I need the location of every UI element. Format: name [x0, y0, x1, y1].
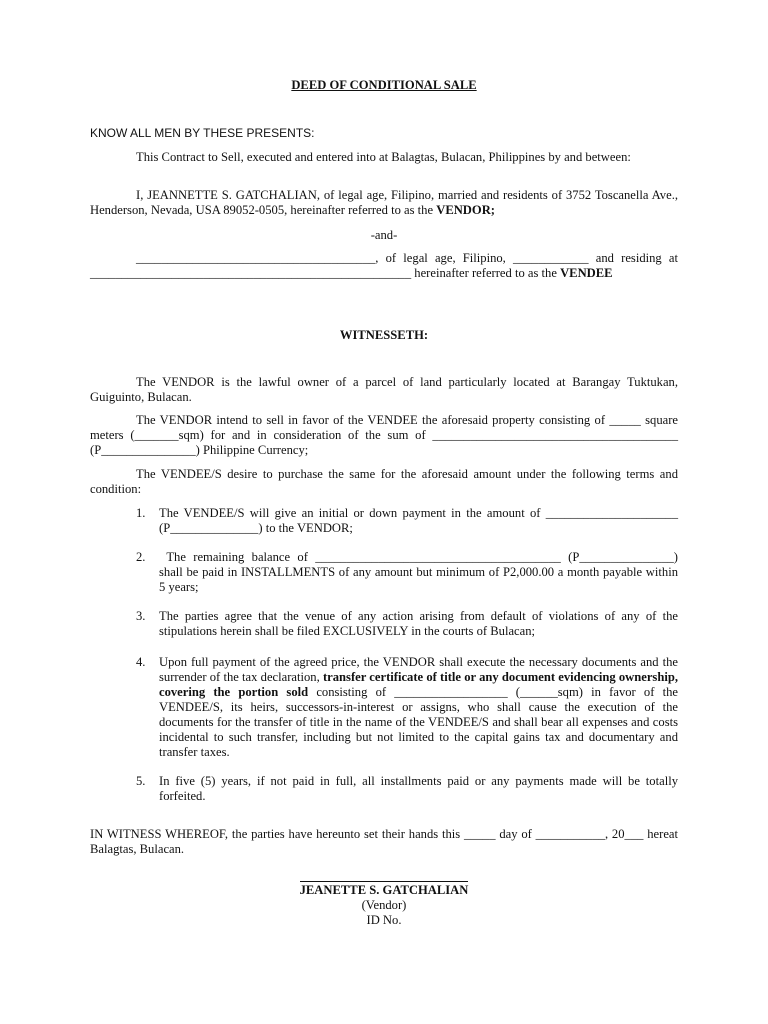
vendor-paragraph — [90, 188, 678, 218]
witnesseth-heading: WITNESSETH: — [339, 328, 429, 342]
vendee-paragraph — [90, 251, 678, 281]
intro-paragraph: This Contract to Sell, executed and entered into at Balagtas, Bulacan, Philippines by and between: — [136, 150, 631, 164]
document-title: DEED OF CONDITIONAL SALE — [291, 78, 477, 92]
signature-block — [90, 881, 678, 928]
document-page — [90, 0, 682, 1024]
list-item-text — [159, 655, 678, 760]
intend-paragraph: The VENDOR intend to sell in favor of the VENDEE the aforesaid property consisting of _____ square meters (_______sqm) for and in consideration of the sum of _______________________________________ (P_______________) Philippine Currency; — [90, 413, 678, 457]
in-witness-paragraph: IN WITNESS WHEREOF, the parties have hereunto set their hands this _____ day of ___________, 20___ hereat Balagtas, Bulacan. — [90, 827, 678, 856]
list-item-number: 1. — [136, 506, 146, 520]
signatory-id: ID No. — [366, 913, 402, 927]
owner-paragraph: The VENDOR is the lawful owner of a parcel of land particularly located at Barangay Tuktukan, Guiguinto, Bulacan. — [90, 375, 678, 404]
vendor-label: VENDOR; — [436, 203, 495, 217]
vendor-paragraph-text: I, JEANNETTE S. GATCHALIAN, of legal age, Filipino, married and residents of 3752 Toscanella Ave., Henderson, Nevada, USA 89052-0505, hereinafter referred to as the — [90, 188, 678, 217]
list-item-text-a: Upon full payment of the agreed price, the VENDOR shall execute the necessary documents and the surrender of the tax declaration, — [159, 655, 678, 684]
list-item-number: 4. — [136, 655, 146, 669]
list-item-bold-text: transfer certificate of title or any document evidencing ownership, covering the portion sold — [159, 670, 678, 699]
list-item-text: In five (5) years, if not paid in full, all installments paid or any payments made will be totally forfeited. — [159, 774, 678, 803]
signatory-role: (Vendor) — [361, 898, 407, 912]
vendee-paragraph-text: ______________________________________, of legal age, Filipino, ____________ and residing at ___________________________________________________ hereinafter referred to as the — [90, 251, 678, 280]
list-item-text: The VENDEE/S will give an initial or down payment in the amount of _____________________ (P______________) to the VENDOR; — [159, 506, 678, 535]
list-item-number: 3. — [136, 609, 146, 623]
list-item-text-b: consisting of __________________ (______sqm) in favor of the VENDEE/S, its heirs, successors-in-interest or assigns, who shall cause the execution of the documents for the transfer of title in the name of the VENDEE/S and shall bear all expenses and costs incidental to such transfer, including but not limited to the capital gains tax and documentary and transfer taxes. — [159, 685, 678, 759]
list-item-text: The parties agree that the venue of any action arising from default of violations of any of the stipulations herein shall be filed EXCLUSIVELY in the courts of Bulacan; — [159, 609, 678, 638]
list-item-number: 5. — [136, 774, 146, 788]
vendee-label: VENDEE — [560, 266, 613, 280]
signatory-name: JEANETTE S. GATCHALIAN — [299, 883, 469, 897]
know-all-men-heading: KNOW ALL MEN BY THESE PRESENTS: — [90, 126, 315, 140]
desire-paragraph: The VENDEE/S desire to purchase the same for the aforesaid amount under the following terms and condition: — [90, 467, 678, 496]
and-separator: -and- — [370, 228, 398, 242]
list-item-number: 2. — [136, 550, 146, 564]
list-item-text: The remaining balance of _______________________________________ (P_______________) shall be paid in INSTALLMENTS of any amount but minimum of P2,000.00 a month payable within 5 years; — [159, 550, 682, 594]
